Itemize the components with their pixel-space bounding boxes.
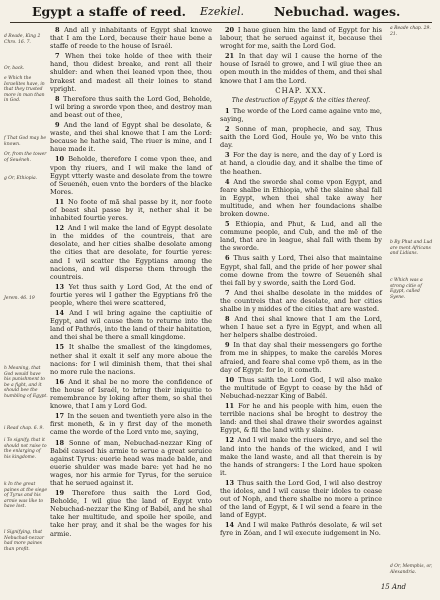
verse-text: For he and his people with him, euen the terrible nacions shal be broght to destroy the land: and thei shal drawe their swordes against Egypt, & fil the land with y slaine. xyxy=(220,402,382,435)
verse xyxy=(220,341,382,373)
verse-number: 16 xyxy=(55,377,65,386)
verse-number: 2 xyxy=(225,125,230,134)
verse-number: 9 xyxy=(55,121,60,130)
verse-text: Thus saith y Lord, Thei also that maintaine Egypt, shal fall, and the pride of her power shal come downe from the towre of Seuenéh shal thei fall by y sworde, saith the Lord God. xyxy=(220,254,382,287)
verse-text: And the sworde shal come vpon Egypt, and feare shalbe in Ethiopia, whẽ the slaine shal fall in Egypt, when thei shal take away her multitude, and when her foundacions shalbe broken downe. xyxy=(220,177,382,218)
verse-text: And thei shal knowe that I am the Lord, when I haue set a fyre in Egypt, and when all her helpers shalbe destroied. xyxy=(220,315,382,340)
verse-text: Ethiopia, and Phut, & Lud, and all the commune people, and Cub, and the mẽ of the land, that are in league, shal fall with them by the sworde. xyxy=(220,220,382,253)
verse-text: In that day shal their messengers go forthe from me in shippes, to make the carelés Mores afraied, and feare shal come vpõ them, as in the day of Egypt: for lo, it cometh. xyxy=(220,341,383,374)
verse-text: And I wil make the riuers drye, and sel the land into the hands of the wicked, and I wil make the land waste, and all that therein is by the hands of strangers: I the Lord haue spoken it. xyxy=(220,436,382,477)
margin-note: Or, back. xyxy=(4,66,25,71)
margin-note: k In the great paines at the siege of Tyrus and his armie was like to have lost. xyxy=(4,482,47,510)
verse-text: Sonne of man, Nebuchad-nezzar King of Babél caused his armie to serue a great seruice against Tyrus: euerie head was made balde, and euerie shulder was made bare: yet had he no wages, nor his armie for Tyrus, for the seruice that he serued against it. xyxy=(50,438,212,487)
header-rule xyxy=(10,22,432,23)
verse xyxy=(50,121,212,153)
verse-text: And I wil make Pathrós desolate, & wil set fyre in Zóan, and I wil execute iudgement in No. xyxy=(220,521,382,538)
verse xyxy=(50,52,212,92)
verse xyxy=(50,412,212,436)
verse-number: 10 xyxy=(225,375,235,384)
verse xyxy=(220,479,382,519)
margin-note: Jerem. 46. 19 xyxy=(4,296,35,301)
margin-note: Or, from the tower of Seuéneh. xyxy=(4,152,47,163)
verse-text: The worde of the Lord came againe vnto me, saying, xyxy=(220,106,382,123)
margin-note: l Signifying, that Nebuchad-nezzar had more paines than profit. xyxy=(4,530,45,552)
margin-note: d Reade, King 2 Chro. 16. 7. xyxy=(4,34,41,45)
verse-number: 18 xyxy=(55,438,65,447)
verse-text: Thus saith the Lord God, I wil also destroy the idoles, and I wil cause their idoles to cease out of Noph, and there shalbe no more a prince of the land of Egypt, & I wil send a feare in the land of Egypt. xyxy=(220,478,382,520)
verse xyxy=(220,107,382,123)
verse-text: I haue giuen him the land of Egypt for his labour, that he serued against it, because thei wroght for me, saith the Lord God. xyxy=(220,26,382,51)
verse-number: 3 xyxy=(225,151,230,160)
header-right: Nebuchad. wages. xyxy=(274,4,401,19)
verse-number: 7 xyxy=(225,288,230,297)
verse-text: And I wil make the land of Egypt desolate in the middes of the countreis, that are desolate, and her cities shalbe desolate among the cities that are desolate, for fourtie yeres: and I wil scatter the Egyptians among the nacions, and wil disperse them through the countreis. xyxy=(50,224,212,281)
verse xyxy=(50,224,212,281)
verse xyxy=(220,151,382,175)
chapter-heading: CHAP. XXX. xyxy=(275,86,327,95)
verse-text: Therefore thus saith the Lord God, Beholde, I wil giue the land of Egypt vnto Nebuchad-nezzar the King of Babél, and he shal take her multitude, and spoile her spoile, and take her pray, and it shal be the wages for his armie. xyxy=(50,489,213,538)
margin-note: e Which the Israelites have, in that they trusted more in man than in God. xyxy=(4,76,45,104)
verse-text: In that day wil I cause the horne of the house of Israél to growe, and I wil giue thee an open mouth in the middes of them, and thei shal knowe that I am the Lord. xyxy=(220,52,382,85)
verse xyxy=(220,376,382,400)
verse-number: 15 xyxy=(55,343,65,352)
verse-number: 11 xyxy=(55,197,65,206)
verse-number: 12 xyxy=(55,224,65,233)
verse-number: 6 xyxy=(225,254,230,263)
verse xyxy=(220,26,382,50)
verse-number: 5 xyxy=(225,220,230,229)
verse-number: 14 xyxy=(225,521,235,530)
right-text-column xyxy=(220,26,382,540)
verse-number: 19 xyxy=(55,489,65,498)
margin-note: f That God may be known. xyxy=(4,136,46,147)
verse-text: Thus saith the Lord God, I wil also make the multitude of Egypt to cease by the hãd of Nebuchad-nezzar King of Babél. xyxy=(220,375,382,400)
verse xyxy=(220,402,382,434)
verse xyxy=(220,521,382,537)
verse-number: 1 xyxy=(225,106,230,115)
verse-number: 8 xyxy=(55,26,60,34)
verse-number: 13 xyxy=(55,282,65,291)
verse-number: 10 xyxy=(55,155,65,164)
chapter-argument: The destruction of Egypt & the cities thereof. xyxy=(231,96,371,104)
margin-note: g Or, Ethiopia. xyxy=(4,176,38,181)
verse-text: Beholde, therefore I come vpon thee, and vpon thy riuers, and I wil make the land of Egypt vtterly waste and desolate from the towre of Seuenéh, euen vnto the borders of the blacke Mores. xyxy=(50,155,212,196)
margin-note: i To signify, that it should not raise to the enlarging of his kingdome. xyxy=(4,438,47,460)
header-left: Egypt a staffe of reed. xyxy=(32,4,186,19)
verse-number: 13 xyxy=(225,478,235,487)
verse xyxy=(220,254,382,286)
verse-text: When thei toke holde of thee with their hand, thou didest breake, and rent all their shulder: and when thei leaned vpon thee, thou brakest and madest all their loines to stand vpright. xyxy=(50,52,212,93)
verse xyxy=(220,52,382,84)
running-header xyxy=(10,4,432,20)
verse-text: No foote of mã shal passe by it, nor foote of beast shal passe by it, nether shal it be inhabited fourtie yeres. xyxy=(50,197,212,223)
verse xyxy=(220,436,382,476)
verse-number: 20 xyxy=(225,26,235,34)
verse-number: 8 xyxy=(225,315,230,324)
verse-number: 9 xyxy=(225,341,230,350)
verse-text: And thei shalbe desolate in the middes of the countreis that are desolate, and her cities shalbe in y middes of the cities that are wasted. xyxy=(220,288,382,313)
verse xyxy=(50,26,212,50)
verse xyxy=(50,155,212,195)
margin-note: a Reade chap. 29. 21. xyxy=(390,26,431,37)
verse-text: It shalbe the smallest of the kingdomes, nether shal it exalt it self any more aboue the nacions: for I wil diminish them, that thei shal no more rule the nacions. xyxy=(50,343,212,376)
verse-text: Yet thus saith y Lord God, At the end of fourtie yeres wil I gather the Egyptians frõ the people, where thei were scattered, xyxy=(50,282,212,307)
verse xyxy=(220,289,382,313)
verse xyxy=(50,378,212,410)
margin-note: d Or, Memphis, or, Alexandria. xyxy=(390,564,433,575)
verse-text: In the seuen and twentieth yere also in the first moneth, & in y first day of the moneth came the worde of the Lord vnto me, saying, xyxy=(50,412,212,437)
left-text-column xyxy=(50,26,212,540)
verse xyxy=(50,95,212,119)
verse xyxy=(220,220,382,252)
verse-number: 4 xyxy=(225,177,230,186)
verse xyxy=(50,283,212,307)
verse-text: And the land of Egypt shal be desolate, & waste, and thei shal knowe that I am the Lord: because he hathe said, The riuer is mine, and I haue made it. xyxy=(50,121,212,154)
verse-text: For the day is nere, and the day of y Lord is at hand, a cloudie day, and it shalbe the time of the heathen. xyxy=(220,151,382,176)
verse xyxy=(220,178,382,218)
verse xyxy=(220,125,382,149)
verse xyxy=(50,343,212,375)
verse-text: Therefore thus saith the Lord God, Beholde, I wil bring a sworde vpon thee, and destroy man and beast out of thee, xyxy=(50,94,212,119)
margin-note: i Read chap. 6. 9. xyxy=(4,426,44,431)
verse xyxy=(50,309,212,341)
verse xyxy=(50,489,212,538)
verse-number: 14 xyxy=(55,309,65,318)
verse xyxy=(220,315,382,339)
verse-number: 12 xyxy=(225,436,235,445)
header-book-title: Ezekiel. xyxy=(200,5,245,18)
verse-text: And all y inhabitants of Egypt shal knowe that I am the Lord, because their haue bene a staffe of reede to the house of Israél. xyxy=(50,26,212,51)
verse-number: 21 xyxy=(225,52,235,61)
verse-number: 11 xyxy=(225,402,235,411)
verse-number: 17 xyxy=(55,412,65,421)
verse xyxy=(50,198,212,222)
verse-text: Sonne of man, prophecie, and say, Thus saith the Lord God, Houle ye, Wo be vnto this day. xyxy=(220,125,382,150)
verse xyxy=(50,439,212,488)
verse-number: 8 xyxy=(55,94,60,103)
verse-text: And it shal be no more the confidence of the house of Israél, to bring their iniquitie to remembrance by loking after them, so shal thei knowe, that I am y Lord God. xyxy=(50,377,212,411)
margin-note: c Which was a strong citie of Egypt, called Syene. xyxy=(390,278,423,300)
verse-number: 7 xyxy=(55,52,60,61)
verse-text: And I wil bring againe the captiuitie of Egypt, and wil cause them to returne into the land of Pathrós, into the land of their habitation, and thei shal be there a small kingdome. xyxy=(50,309,212,342)
margin-note: b By Phut and Lud are ment Africans and Lidians. xyxy=(390,240,433,257)
margin-note: h Meaning, that God would have his punishment to be a fight, and it should bee the humbling of Egypt. xyxy=(4,366,48,399)
catchword: 15 And xyxy=(380,583,406,591)
